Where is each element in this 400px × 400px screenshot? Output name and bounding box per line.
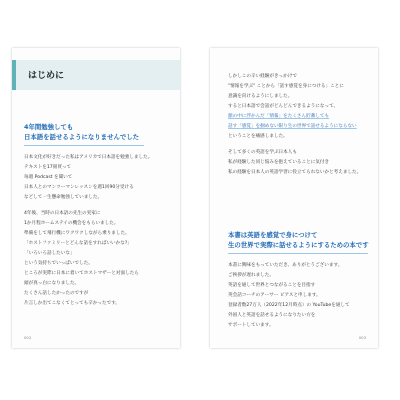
body-line: 「いろいろ話したいな」 (24, 251, 75, 256)
body-line: 私が経験した同じ悩みを抱えていることに気付き (228, 160, 330, 165)
section-heading (228, 230, 369, 250)
body-line: 毎週 Podcast を聞いて (24, 175, 73, 180)
body-line: ところが実際に日本に着いてホストマザーと対面したら (24, 271, 139, 276)
section-heading-line: 生の世界で実際に話せるようにするための本です (228, 241, 369, 249)
body-line: "情報を学ぶ" ことから「話す感覚を身につける」ことに (228, 84, 344, 89)
body-text (228, 261, 350, 331)
page-number: 002 (24, 335, 32, 340)
body-line: テキストを17冊買って (24, 165, 72, 170)
body-line: 登録者数27万人（2022年12月時点）の YouTubeを通して (228, 303, 350, 308)
body-line: 頭が真っ白になりました。 (24, 281, 80, 286)
body-line: 意識を向けるようにしました。 (228, 94, 293, 99)
body-line: ご挨拶が遅れました。 (228, 273, 274, 278)
section-heading-line: 日本語を話せるようになりませんでした (24, 133, 140, 141)
body-text (228, 72, 361, 178)
body-line: しかしこの辛い経験がきっかけで (228, 74, 297, 79)
section-heading (24, 122, 139, 142)
body-line: 英語を通して世界とつながることを目指す (228, 283, 316, 288)
section-heading-line: 4年間勉強しても (24, 123, 74, 131)
body-line: 英会話コーチのアーサー ピアスと申します。 (228, 293, 321, 298)
body-line: ということを痛感しました。 (228, 134, 288, 139)
heading-underline (24, 145, 144, 146)
highlighted-line: 話す「感覚」を掴めない限り生の世界で話せるようにならない (228, 124, 357, 129)
body-line: すると日本語で会話がどんどんできるようになって、 (228, 104, 339, 109)
page-number: 003 (358, 335, 366, 340)
body-line: 準備をして飛行機にワクワクしながら乗りました。 (24, 231, 130, 236)
body-line: 4年後、当時の日本語の先生の実家に (24, 211, 101, 216)
body-line: たくさん話したかったのですが (24, 291, 89, 296)
chapter-title: はじめに (28, 71, 65, 81)
left-page (12, 48, 180, 348)
body-line: サポートしています。 (228, 323, 274, 328)
body-line: 日本文化が好きだった私はアメリカで日本語を勉強しました。 (24, 155, 153, 160)
body-line: などして一生懸命勉強していました。 (24, 195, 103, 200)
section-heading-line: 本書は英語を感覚で身につけて (228, 231, 318, 239)
heading-underline (228, 253, 368, 254)
body-line: 日本人とのマンツーマンレッスンを週1回90分受ける (24, 185, 134, 190)
chapter-header (12, 60, 180, 90)
right-page (210, 48, 378, 348)
body-text (24, 153, 152, 309)
body-line: 「ホストファミリーとどんな話をすればいいかな?」 (24, 241, 132, 246)
highlighted-line: 顔の中に浮かんだ「情報」をたくさん貯蓄しても (228, 114, 330, 119)
body-line: 私の経験を日本人の英語学習に役立てられないかと考えました。 (228, 170, 362, 175)
body-line: 外国人と英語を話せるようになりたい方を (228, 313, 316, 318)
body-line: 1か月程ホームステイの機会をもらいました。 (24, 221, 119, 226)
body-line: そして多くの英語を学ぶ日本人も (228, 150, 297, 155)
body-line: 本書に興味をもっていただき、ありがとうございます。 (228, 263, 343, 268)
body-line: という気持ちでいっぱいでした。 (24, 261, 93, 266)
body-line: 片言しか出てこなくてとっても辛かったです。 (24, 301, 121, 306)
